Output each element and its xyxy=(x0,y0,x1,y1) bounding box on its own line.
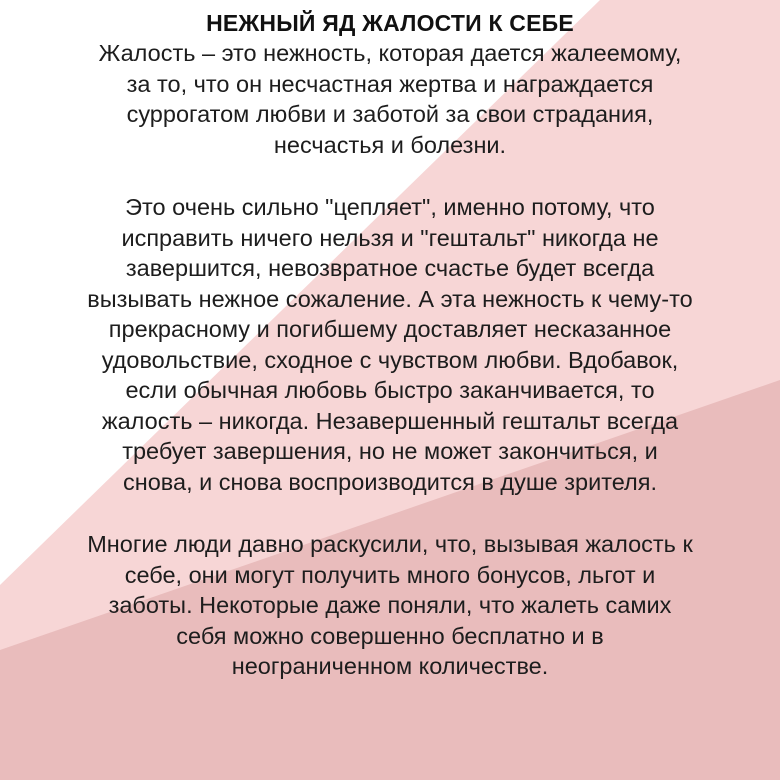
paragraph-pity-definition: Жалость – это нежность, которая дается жалеемому, за то, что он несчастная жертва и награждается суррогатом любви и заботой за свои страдания, несчастья и болезни. xyxy=(98,40,682,158)
post-title: НЕЖНЫЙ ЯД ЖАЛОСТИ К СЕБЕ xyxy=(206,10,574,36)
paragraph-self-pity: Многие люди давно раскусили, что, вызывая жалость к себе, они могут получить много бонусов, льгот и заботы. Некоторые даже поняли, что жалеть самих себя можно совершенно бесплатно и в неограниченном количестве. xyxy=(87,531,693,679)
paragraph-gestalt: Это очень сильно "цепляет", именно потому, что исправить ничего нельзя и "гештальт" никогда не завершится, невозвратное счастье будет всегда вызывать нежное сожаление. А эта нежность к чему-то прекрасному и погибшему доставляет несказанное удовольствие, сходное с чувством любви. Вдобавок, если обычная любовь быстро заканчивается, то жалость – никогда. Незавершенный гештальт всегда требует завершения, но не может закончиться, и снова, и снова воспроизводится в душе зрителя. xyxy=(87,194,693,495)
